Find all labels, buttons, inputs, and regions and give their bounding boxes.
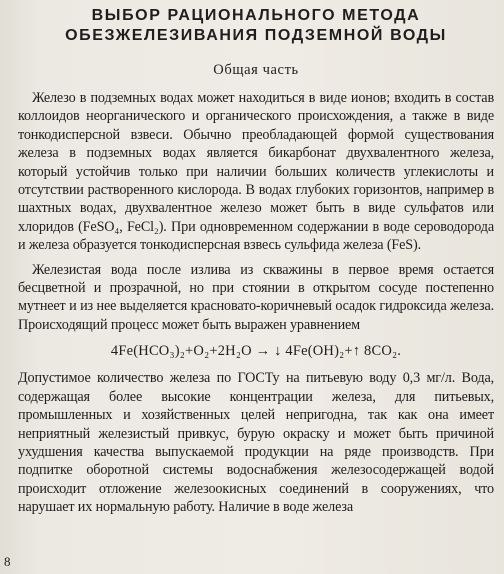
chapter-title-line-2: ОБЕЗЖЕЛЕЗИВАНИЯ ПОДЗЕМНОЙ ВОДЫ xyxy=(65,27,447,44)
section-subtitle: Общая часть xyxy=(213,62,299,78)
paragraph-iron-oxidation: Железистая вода после излива из скважины в первое время остается бесцветной и прозрачной, но при стоянии в открытом сосуде постепенно мутнеет и из нее выделяется красновато-коричневый осадок гидроксида железа. Происходящий процесс может быть выражен уравнением xyxy=(18,261,494,333)
paragraph-iron-forms: Железо в подземных водах может находиться в виде ионов; входить в состав коллоидов неорганического и органического происхождения, а также в виде тонкодисперсной взвеси. Обычно преобладающей формой существования железа в подземных водах является бикарбонат двухвалентного железа, который устойчив только при наличии больших количеств углекислоты и отсутствии растворенного кислорода. В водах глубоких горизонтов, например в шахтных водах, двухвалентное железо может быть в виде сульфатов или хлоридов (FeSO₄, FeCl₂). При одновременном содержании в воде сероводорода и железа образуется тонкодисперсная взвесь сульфида железа (FeS). xyxy=(18,90,494,254)
chapter-title xyxy=(18,6,494,46)
page-number: 8 xyxy=(4,554,11,569)
reaction-equation: 4Fe(HCO₃)₂+O₂+2H₂O → ↓ 4Fe(OH)₂+↑ 8CO₂. xyxy=(110,343,402,360)
chapter-title-line-1: ВЫБОР РАЦИОНАЛЬНОГО МЕТОДА xyxy=(91,7,421,24)
paragraph-iron-limits: Допустимое количество железа по ГОСТу на питьевую воду 0,3 мг/л. Вода, содержащая более высокие концентрации железа, для питьевых, промышленных и хозяйственных целей непригодна, так как она имеет неприятный железистый привкус, бурую окраску и может быть причиной ухудшения качества выпускаемой продукции на ряде производств. При подпитке оборотной системы водоснабжения железосодержащей водой происходит отложение железоокисных соединений в сооружениях, что нарушает их нормальную работу. Наличие в воде железа xyxy=(18,370,494,516)
